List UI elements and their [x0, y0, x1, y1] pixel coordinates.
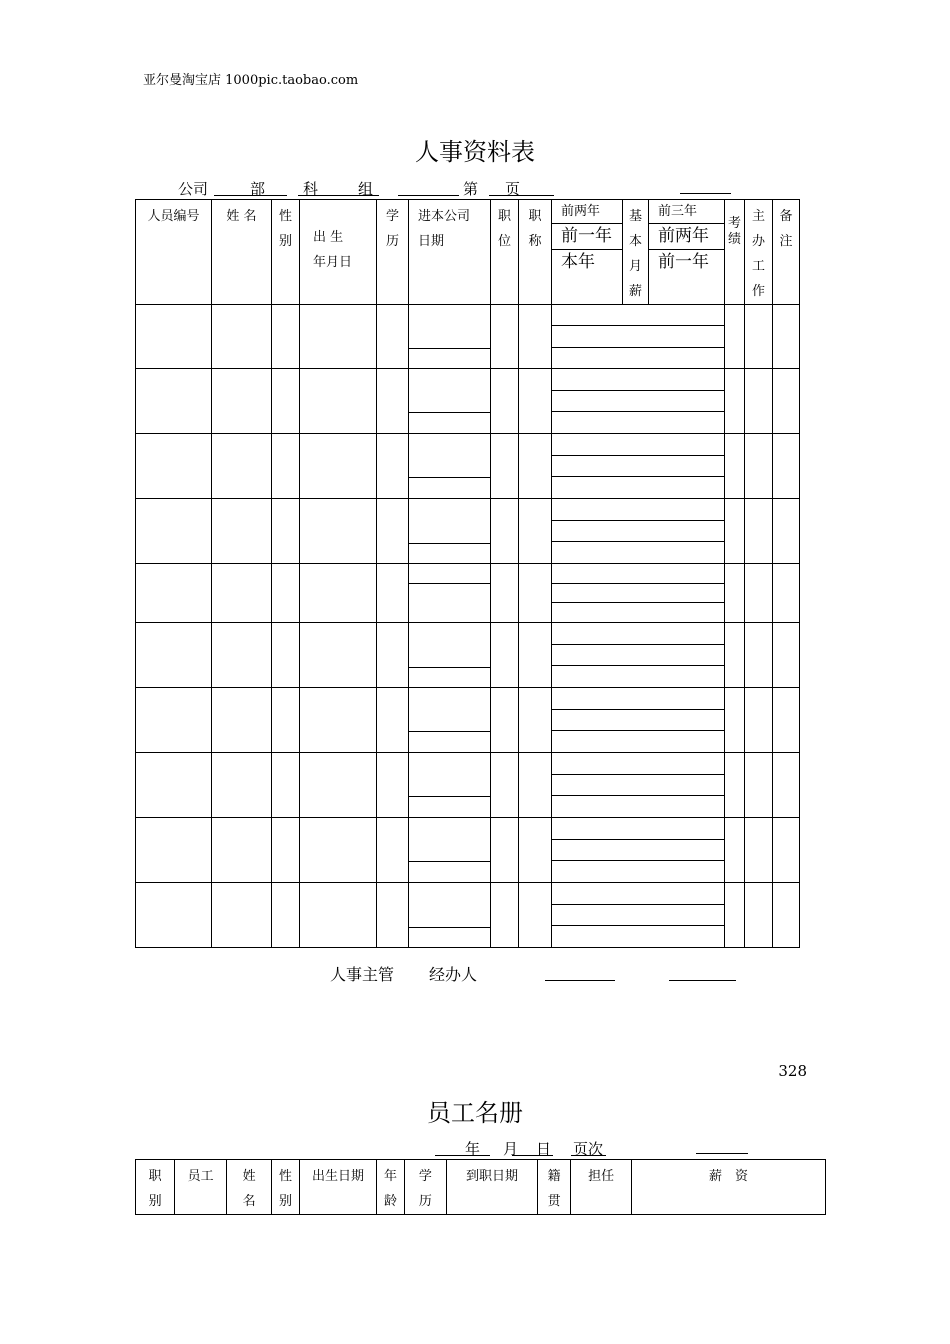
col-duty: 担任 — [571, 1160, 632, 1215]
header-note: 亚尔曼淘宝店 1000pic.taobao.com — [143, 73, 359, 88]
col-perf-three-years-ago: 前三年 — [649, 200, 724, 224]
table-row — [136, 499, 800, 564]
company-label: 公司 — [178, 180, 209, 198]
page-prefix-label: 第 — [463, 180, 479, 198]
col-performance: 考绩 — [727, 216, 741, 247]
col-name: 姓 名 — [212, 200, 272, 305]
col-salary-this-year: 本年 — [561, 252, 595, 272]
table-row — [136, 818, 800, 883]
page-title: 人事资料表 — [415, 138, 535, 166]
handler-signature-line[interactable] — [669, 980, 736, 981]
col-title: 职称 — [528, 209, 542, 249]
col-salary-last-year: 前一年 — [552, 224, 622, 250]
col-salary: 薪 资 — [631, 1160, 825, 1215]
col-education: 学历 — [385, 209, 399, 249]
hr-manager-label: 人事主管 — [330, 965, 395, 984]
day-label: 日 — [536, 1140, 552, 1158]
page-count-label: 页次 — [573, 1140, 604, 1158]
col-staff-no: 人员编号 — [136, 200, 212, 305]
year-label: 年 — [465, 1140, 481, 1158]
group-label: 组 — [358, 180, 374, 198]
handler-label: 经办人 — [429, 965, 478, 984]
month-label: 月 — [503, 1140, 519, 1158]
col-origin: 籍贯 — [547, 1169, 561, 1209]
col-remark: 备注 — [779, 209, 793, 249]
col-staff: 员工 — [175, 1160, 227, 1215]
col-salary-two-years-ago: 前两年 — [552, 200, 622, 224]
table-row — [136, 434, 800, 499]
col-join-line2: 日期 — [418, 234, 445, 249]
roster-title: 员工名册 — [427, 1099, 523, 1127]
col-age: 年龄 — [384, 1169, 398, 1209]
col-gender: 性别 — [278, 209, 292, 249]
staff-roster-table — [135, 1159, 826, 1215]
table-row — [136, 688, 800, 753]
page-number: 328 — [778, 1062, 807, 1080]
col-join-date: 到职日期 — [447, 1160, 538, 1215]
table-row — [136, 753, 800, 818]
table-row — [136, 623, 800, 688]
table-row — [136, 369, 800, 434]
col-position: 职位 — [497, 209, 511, 249]
hr-manager-signature-line[interactable] — [545, 980, 615, 981]
col-birth-line1: 出 生 — [313, 230, 344, 245]
col-birth-date: 出生日期 — [299, 1160, 377, 1215]
table-row — [136, 564, 800, 623]
table-header-row — [136, 200, 800, 305]
col-perf-last-year: 前一年 — [658, 252, 709, 272]
page-suffix-label: 页 — [505, 180, 521, 198]
col-education-2: 学历 — [418, 1169, 432, 1209]
section-label: 科 — [303, 180, 319, 198]
col-main-work: 主办工作 — [751, 209, 765, 299]
col-join-line1: 进本公司 — [418, 209, 471, 224]
col-birth-line2: 年月日 — [313, 255, 353, 270]
table-row — [136, 305, 800, 369]
col-job-type: 职别 — [148, 1169, 162, 1209]
personnel-table — [135, 199, 800, 948]
col-base-monthly-pay: 基本月薪 — [628, 209, 642, 299]
col-name-2: 姓名 — [242, 1169, 256, 1209]
col-gender-2: 性别 — [278, 1169, 292, 1209]
table-row — [136, 883, 800, 948]
roster-header-row — [136, 1160, 826, 1215]
department-label: 部 — [250, 180, 266, 198]
col-perf-two-years-ago: 前两年 — [649, 224, 724, 250]
